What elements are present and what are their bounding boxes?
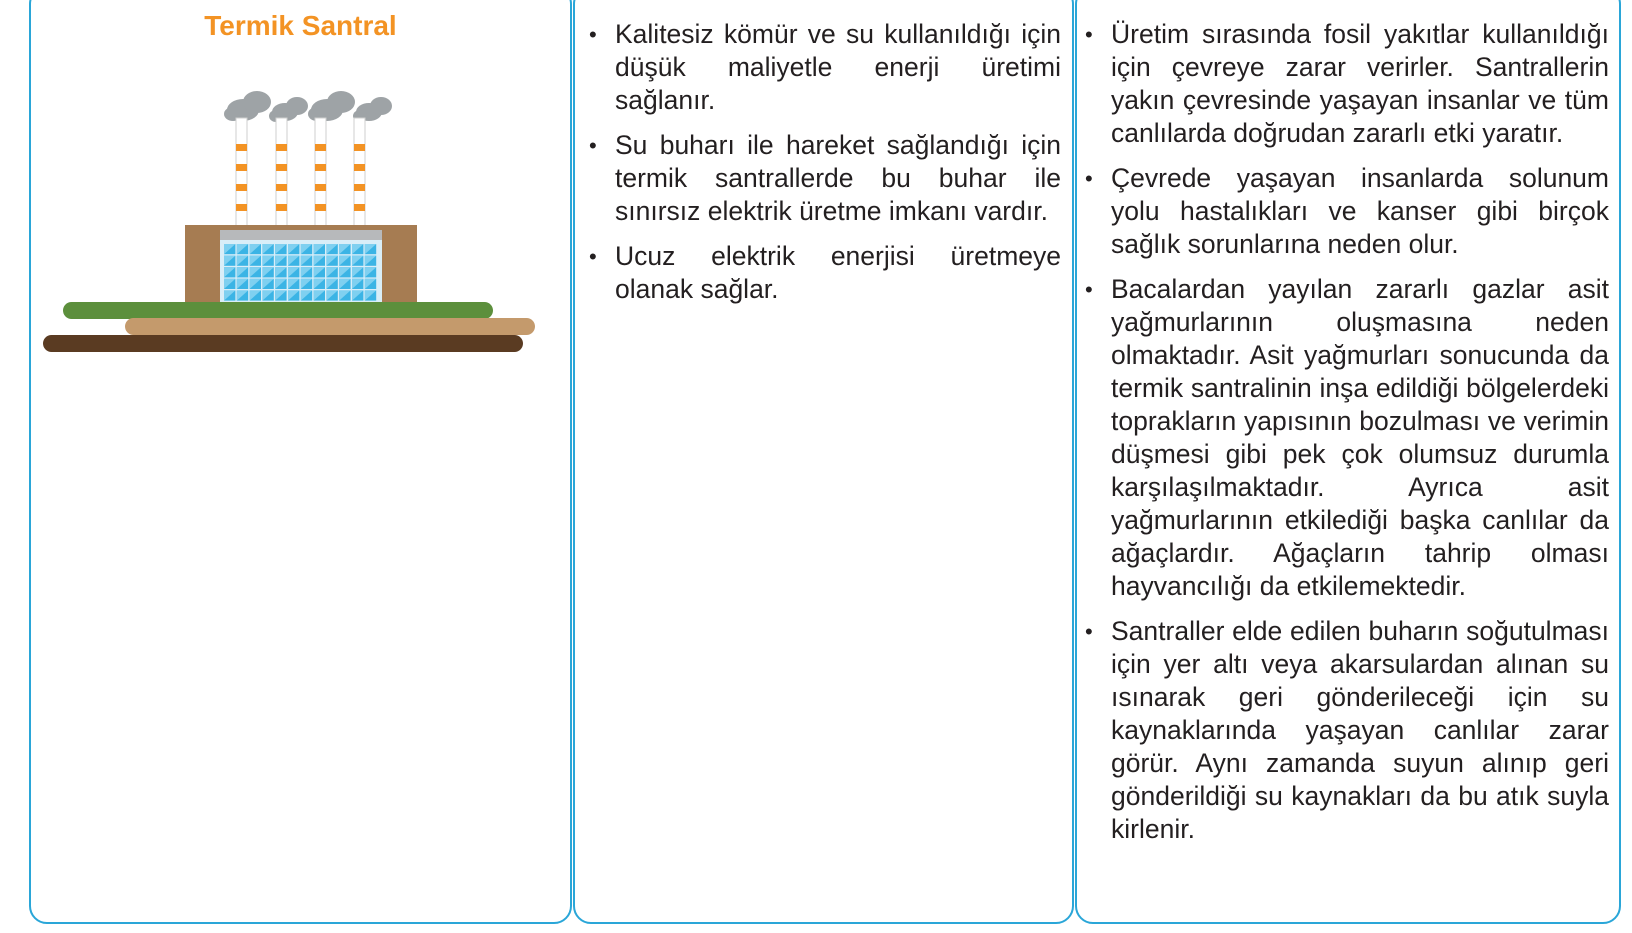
panel-thermal-plant: [29, 0, 572, 924]
grass-layer: [63, 302, 493, 319]
plant-building: [185, 225, 417, 305]
panel-disadvantages: [1075, 0, 1621, 924]
chimneys: [236, 118, 365, 230]
advantages-list: [589, 18, 1061, 318]
panel-title: Termik Santral: [204, 10, 397, 41]
soil-layer-dark: [43, 335, 523, 352]
panel-advantages: [573, 0, 1074, 924]
disadvantages-list: [1085, 18, 1609, 858]
list-item: • Üretim sırasında fosil yakıtlar kullanıldığı için çevreye zarar verirler. Santrallerin yakın çevresinde yaşayan insanlar ve tüm canlılarda doğrudan zararlı etki yaratır.: [1085, 18, 1609, 150]
thermal-power-plant-icon: [43, 88, 563, 388]
list-item: • Su buharı ile hareket sağlandığı için termik santrallerde bu buhar ile sınırsız elektrik üretme imkanı vardır.: [589, 129, 1061, 228]
list-item: • Kalitesiz kömür ve su kullanıldığı için düşük maliyetle enerji üretimi sağlanır.: [589, 18, 1061, 117]
list-item: • Ucuz elektrik enerjisi üretmeye olanak sağlar.: [589, 240, 1061, 306]
list-item: • Santraller elde edilen buharın soğutulması için yer altı veya akarsulardan alınan su ısınarak geri gönderileceği için su kaynaklarında yaşayan canlılar zarar görür. Aynı zamanda suyun alınıp geri gönderildiği su kaynakları da bu atık suyla kirlenir.: [1085, 615, 1609, 846]
list-item: • Bacalardan yayılan zararlı gazlar asit yağmurlarının oluşmasına neden olmaktadır. Asit yağmurları sonucunda da termik santralinin inşa edildiği bölgelerdeki toprakların yapısının bozulması ve verimin düşmesi gibi pek çok olumsuz durumla karşılaşılmaktadır. Ayrıca asit yağmurlarının etkilediği başka canlılar da ağaçlardır. Ağaçların tahrip olması hayvancılığı da etkilemektedir.: [1085, 273, 1609, 603]
soil-layer-light: [125, 318, 535, 335]
smoke-clouds: [224, 91, 392, 122]
list-item: • Çevrede yaşayan insanlarda solunum yolu hastalıkları ve kanser gibi birçok sağlık sorunlarına neden olur.: [1085, 162, 1609, 261]
